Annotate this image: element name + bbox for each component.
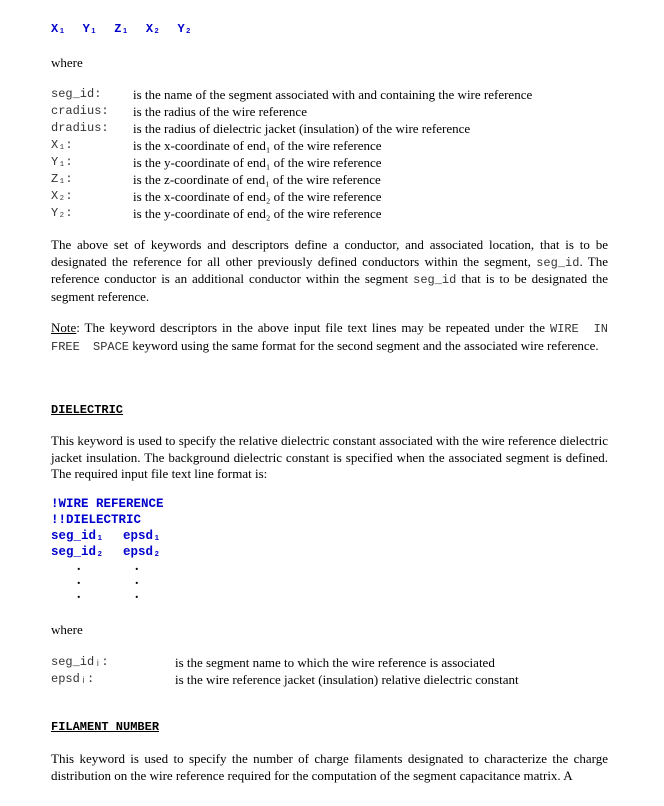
definition-desc: is the x-coordinate of end₂ of the wire reference <box>133 189 382 204</box>
definition-row <box>51 671 608 688</box>
note-code: WIRE IN FREE SPACE <box>51 322 608 354</box>
definition-list-1 <box>51 86 608 222</box>
coord-x2: X₂ <box>145 22 161 36</box>
where-label-2: where <box>51 622 83 637</box>
code-row-2-epsd: epsd₂ <box>123 545 161 559</box>
coord-y2: Y₂ <box>177 22 192 36</box>
definition-term: Z₁: <box>51 172 73 186</box>
coord-x1: X₁ <box>51 22 66 36</box>
note-label: Note <box>51 320 77 335</box>
paragraph-reference-conductor <box>51 237 608 306</box>
definition-desc: is the x-coordinate of end₁ of the wire reference <box>133 138 382 153</box>
paragraph-filament-number: This keyword is used to specify the number of charge filaments designated to characterize the charge distribution on the wire reference required for the computation of the segment capacitance matrix. A <box>51 751 608 783</box>
code-block <box>51 496 164 560</box>
definition-desc: is the z-coordinate of end₁ of the wire reference <box>133 172 381 187</box>
ellipsis-dot: . <box>77 559 81 574</box>
definition-desc: is the y-coordinate of end₁ of the wire reference <box>133 155 382 170</box>
para1-text-b: . The reference conductor is an additional conductor within the segment <box>51 253 608 287</box>
definition-desc: is the wire reference jacket (insulation) relative dielectric constant <box>175 672 519 687</box>
code-row-1-segid: seg_id₁ <box>51 529 104 543</box>
definition-row <box>51 188 608 205</box>
definition-row <box>51 137 608 154</box>
ellipsis-dot: . <box>135 587 139 602</box>
definition-term: cradius: <box>51 104 109 118</box>
definition-term: X₁: <box>51 138 73 152</box>
definition-desc: is the y-coordinate of end₂ of the wire reference <box>133 206 382 221</box>
definition-desc: is the radius of dielectric jacket (insulation) of the wire reference <box>133 121 471 136</box>
ellipsis-dot: . <box>135 573 139 588</box>
definition-term: epsdᵢ: <box>51 672 95 686</box>
para1-text-a: The above set of keywords and descriptors define a conductor, and associated location, that is to be designated the reference for all other previously defined conductors within the segment, <box>51 237 608 269</box>
code-row-2 <box>51 544 164 560</box>
para1-text-c: that is to be designated the segment reference. <box>51 271 609 305</box>
definition-term: seg_id: <box>51 87 102 101</box>
definition-row <box>51 654 608 671</box>
code-row-1 <box>51 528 164 544</box>
ellipsis-column-1 <box>77 560 81 602</box>
ellipsis-dot: . <box>135 559 139 574</box>
code-line-wire-reference: !WIRE REFERENCE <box>51 497 164 511</box>
definition-desc: is the segment name to which the wire reference is associated <box>175 655 495 670</box>
definition-term: dradius: <box>51 121 109 135</box>
code-row-2-segid: seg_id₂ <box>51 545 104 559</box>
definition-row <box>51 103 608 120</box>
note-text-a: : The keyword descriptors in the above input file text lines may be repeated under the <box>76 320 550 335</box>
note-paragraph <box>51 320 608 355</box>
definition-term: Y₁: <box>51 155 73 169</box>
note-text-b: keyword using the same format for the second segment and the associated wire reference. <box>129 337 599 353</box>
definition-row <box>51 205 608 222</box>
definition-row <box>51 120 608 137</box>
coordinate-line <box>51 22 202 36</box>
para1-code-1: seg_id <box>536 255 580 270</box>
definition-term: X₂: <box>51 189 73 203</box>
section-heading-dielectric: DIELECTRIC <box>51 403 124 417</box>
para1-code-2: seg_id <box>413 273 457 288</box>
definition-desc: is the name of the segment associated with and containing the wire reference <box>133 87 533 102</box>
coord-z1: Z₁ <box>114 22 129 36</box>
code-line-dielectric: !!DIELECTRIC <box>51 513 142 527</box>
definition-row <box>51 86 608 103</box>
code-row-1-epsd: epsd₁ <box>123 529 161 543</box>
ellipsis-dot: . <box>77 573 81 588</box>
definition-term: seg_idᵢ: <box>51 655 109 669</box>
definition-desc: is the radius of the wire reference <box>133 104 307 119</box>
definition-term: Y₂: <box>51 206 73 220</box>
definition-row <box>51 171 608 188</box>
coord-y1: Y₁ <box>82 22 98 36</box>
definition-list-2 <box>51 654 608 688</box>
ellipsis-dot: . <box>77 587 81 602</box>
definition-row <box>51 154 608 171</box>
ellipsis-column-2 <box>135 560 139 602</box>
section-heading-filament-number: FILAMENT NUMBER <box>51 720 160 734</box>
where-label-1: where <box>51 55 83 70</box>
paragraph-dielectric: This keyword is used to specify the relative dielectric constant associated with the wire reference dielectric jacket insulation. The background dielectric constant is specified when the associated segment is defined. The required input file text line format is: <box>51 433 608 482</box>
